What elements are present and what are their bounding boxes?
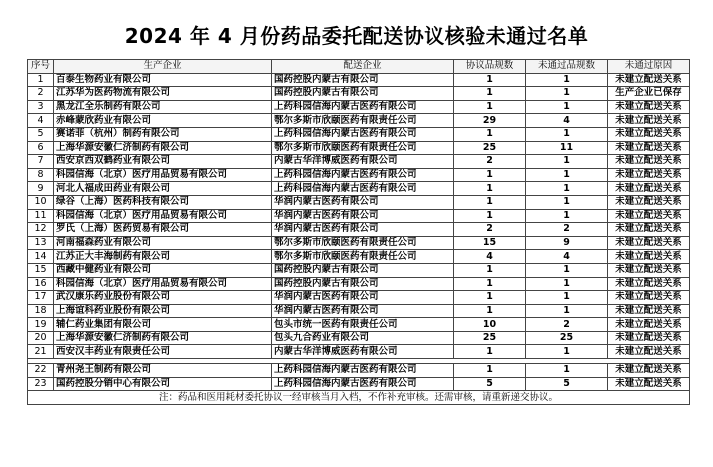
cell-distributor: 内蒙古华洋博威医药有限公司	[272, 345, 454, 359]
cell-no: 12	[28, 223, 54, 237]
cell-failed-count: 9	[526, 236, 608, 250]
cell-failed-count: 1	[526, 263, 608, 277]
cell-distributor: 鄂尔多斯市欣颐医药有限责任公司	[272, 236, 454, 250]
cell-distributor: 国药控股内蒙古有限公司	[272, 277, 454, 291]
col-header-failed-count: 未通过品规数	[526, 60, 608, 74]
col-header-maker: 生产企业	[54, 60, 272, 74]
cell-reason: 未建立配送关系	[608, 236, 690, 250]
cell-reason: 未建立配送关系	[608, 209, 690, 223]
cell-no: 7	[28, 155, 54, 169]
cell-agreed-count: 15	[454, 236, 526, 250]
table-row	[28, 209, 690, 223]
cell-distributor: 华润内蒙古医药有限公司	[272, 195, 454, 209]
cell-failed-count: 1	[526, 345, 608, 359]
table-body	[28, 73, 690, 404]
cell-agreed-count: 29	[454, 114, 526, 128]
cell-no: 1	[28, 73, 54, 87]
cell-no: 16	[28, 277, 54, 291]
cell-maker: 赤峰蒙欣药业有限公司	[54, 114, 272, 128]
table-row	[28, 291, 690, 305]
cell-agreed-count: 10	[454, 318, 526, 332]
table-row	[28, 87, 690, 101]
cell-distributor: 上药科园信海内蒙古医药有限公司	[272, 127, 454, 141]
cell-distributor: 华润内蒙古医药有限公司	[272, 223, 454, 237]
cell-failed-count: 1	[526, 127, 608, 141]
cell-failed-count: 4	[526, 250, 608, 264]
cell-distributor: 华润内蒙古医药有限公司	[272, 291, 454, 305]
table-row	[28, 168, 690, 182]
cell-maker: 国药控股分销中心有限公司	[54, 377, 272, 391]
cell-maker: 科园信海（北京）医疗用品贸易有限公司	[54, 168, 272, 182]
cell-failed-count: 1	[526, 277, 608, 291]
cell-reason: 未建立配送关系	[608, 364, 690, 378]
cell-distributor: 上药科园信海内蒙古医药有限公司	[272, 377, 454, 391]
table-row	[28, 236, 690, 250]
cell-maker: 科园信海（北京）医疗用品贸易有限公司	[54, 209, 272, 223]
cell-failed-count: 4	[526, 114, 608, 128]
cell-maker: 青州尧王制药有限公司	[54, 364, 272, 378]
cell-no: 2	[28, 87, 54, 101]
cell-no: 15	[28, 263, 54, 277]
cell-reason: 未建立配送关系	[608, 318, 690, 332]
cell-no: 21	[28, 345, 54, 359]
table-row	[28, 250, 690, 264]
cell-failed-count: 1	[526, 155, 608, 169]
cell-agreed-count: 1	[454, 263, 526, 277]
footnote: 注：药品和医用耗材委托协议一经审核当月入档，不作补充审核。还需审核，请重新递交协议。	[28, 391, 690, 405]
cell-agreed-count: 1	[454, 73, 526, 87]
cell-reason: 未建立配送关系	[608, 223, 690, 237]
table-row	[28, 127, 690, 141]
cell-reason: 未建立配送关系	[608, 291, 690, 305]
cell-reason: 未建立配送关系	[608, 250, 690, 264]
cell-reason: 未建立配送关系	[608, 114, 690, 128]
cell-distributor: 国药控股内蒙古有限公司	[272, 87, 454, 101]
table-row	[28, 377, 690, 391]
cell-agreed-count: 1	[454, 304, 526, 318]
cell-no: 5	[28, 127, 54, 141]
cell-failed-count: 1	[526, 100, 608, 114]
cell-no: 10	[28, 195, 54, 209]
cell-maker: 绿谷（上海）医药科技有限公司	[54, 195, 272, 209]
table-row	[28, 364, 690, 378]
cell-agreed-count: 1	[454, 182, 526, 196]
cell-agreed-count: 1	[454, 100, 526, 114]
cell-maker: 罗氏（上海）医药贸易有限公司	[54, 223, 272, 237]
cell-reason: 未建立配送关系	[608, 195, 690, 209]
col-header-agreed-count: 协议品规数	[454, 60, 526, 74]
page-title: 2024 年 4 月份药品委托配送协议核验未通过名单	[124, 24, 589, 48]
cell-no: 11	[28, 209, 54, 223]
cell-no: 20	[28, 331, 54, 345]
table-row	[28, 100, 690, 114]
table-note-row	[28, 391, 690, 405]
cell-failed-count: 11	[526, 141, 608, 155]
cell-no: 6	[28, 141, 54, 155]
cell-reason: 未建立配送关系	[608, 100, 690, 114]
cell-failed-count: 1	[526, 291, 608, 305]
cell-failed-count: 1	[526, 304, 608, 318]
cell-failed-count: 1	[526, 168, 608, 182]
cell-reason: 未建立配送关系	[608, 127, 690, 141]
col-header-no: 序号	[28, 60, 54, 74]
cell-failed-count: 1	[526, 195, 608, 209]
cell-maker: 江苏华为医药物流有限公司	[54, 87, 272, 101]
cell-distributor: 包头市统一医药有限责任公司	[272, 318, 454, 332]
rejection-table	[27, 59, 690, 405]
cell-distributor: 上药科园信海内蒙古医药有限公司	[272, 168, 454, 182]
table-row	[28, 331, 690, 345]
table-row	[28, 304, 690, 318]
table-row	[28, 195, 690, 209]
cell-maker: 西藏中健药业有限公司	[54, 263, 272, 277]
cell-maker: 赛诺菲（杭州）制药有限公司	[54, 127, 272, 141]
cell-maker: 西安京西双鹤药业有限公司	[54, 155, 272, 169]
cell-reason: 未建立配送关系	[608, 263, 690, 277]
table-row	[28, 114, 690, 128]
cell-no: 17	[28, 291, 54, 305]
col-header-reason: 未通过原因	[608, 60, 690, 74]
cell-no: 14	[28, 250, 54, 264]
cell-distributor: 国药控股内蒙古有限公司	[272, 73, 454, 87]
col-header-distributor: 配送企业	[272, 60, 454, 74]
cell-agreed-count: 1	[454, 364, 526, 378]
cell-agreed-count: 1	[454, 291, 526, 305]
cell-maker: 武汉康乐药业股份有限公司	[54, 291, 272, 305]
cell-agreed-count: 2	[454, 223, 526, 237]
table-row	[28, 318, 690, 332]
cell-reason: 生产企业已保存	[608, 87, 690, 101]
cell-distributor: 国药控股内蒙古有限公司	[272, 263, 454, 277]
cell-failed-count: 25	[526, 331, 608, 345]
cell-no: 9	[28, 182, 54, 196]
cell-maker: 百泰生物药业有限公司	[54, 73, 272, 87]
cell-failed-count: 1	[526, 182, 608, 196]
table-row	[28, 223, 690, 237]
cell-failed-count: 1	[526, 87, 608, 101]
cell-no: 13	[28, 236, 54, 250]
table-row	[28, 155, 690, 169]
cell-no: 4	[28, 114, 54, 128]
cell-distributor: 上药科园信海内蒙古医药有限公司	[272, 364, 454, 378]
cell-maker: 辅仁药业集团有限公司	[54, 318, 272, 332]
cell-reason: 未建立配送关系	[608, 277, 690, 291]
table-row	[28, 263, 690, 277]
cell-no: 23	[28, 377, 54, 391]
cell-maker: 上海华源安徽仁济制药有限公司	[54, 331, 272, 345]
cell-maker: 黑龙江全乐制药有限公司	[54, 100, 272, 114]
cell-no: 22	[28, 364, 54, 378]
cell-agreed-count: 4	[454, 250, 526, 264]
cell-maker: 上海华源安徽仁济制药有限公司	[54, 141, 272, 155]
cell-reason: 未建立配送关系	[608, 155, 690, 169]
cell-distributor: 鄂尔多斯市欣颐医药有限责任公司	[272, 114, 454, 128]
cell-reason: 未建立配送关系	[608, 168, 690, 182]
cell-agreed-count: 1	[454, 195, 526, 209]
table-row	[28, 345, 690, 359]
cell-agreed-count: 2	[454, 155, 526, 169]
cell-failed-count: 1	[526, 364, 608, 378]
table-row	[28, 73, 690, 87]
cell-distributor: 华润内蒙古医药有限公司	[272, 209, 454, 223]
cell-reason: 未建立配送关系	[608, 141, 690, 155]
cell-reason: 未建立配送关系	[608, 331, 690, 345]
cell-failed-count: 2	[526, 223, 608, 237]
cell-no: 8	[28, 168, 54, 182]
cell-distributor: 鄂尔多斯市欣颐医药有限责任公司	[272, 141, 454, 155]
cell-agreed-count: 1	[454, 168, 526, 182]
table-row	[28, 182, 690, 196]
cell-failed-count: 1	[526, 73, 608, 87]
cell-no: 19	[28, 318, 54, 332]
cell-failed-count: 1	[526, 209, 608, 223]
cell-distributor: 上药科园信海内蒙古医药有限公司	[272, 100, 454, 114]
cell-reason: 未建立配送关系	[608, 304, 690, 318]
cell-distributor: 包头九合药业有限公司	[272, 331, 454, 345]
cell-distributor: 上药科园信海内蒙古医药有限公司	[272, 182, 454, 196]
cell-maker: 上海谊科药业股份有限公司	[54, 304, 272, 318]
cell-agreed-count: 25	[454, 141, 526, 155]
cell-agreed-count: 1	[454, 87, 526, 101]
cell-distributor: 鄂尔多斯市欣颐医药有限责任公司	[272, 250, 454, 264]
cell-agreed-count: 1	[454, 277, 526, 291]
cell-reason: 未建立配送关系	[608, 182, 690, 196]
cell-maker: 科园信海（北京）医疗用品贸易有限公司	[54, 277, 272, 291]
cell-maker: 江苏正大丰海制药有限公司	[54, 250, 272, 264]
cell-agreed-count: 1	[454, 345, 526, 359]
cell-failed-count: 5	[526, 377, 608, 391]
cell-maker: 河北人福成田药业有限公司	[54, 182, 272, 196]
table-row	[28, 141, 690, 155]
cell-agreed-count: 5	[454, 377, 526, 391]
cell-agreed-count: 25	[454, 331, 526, 345]
cell-agreed-count: 1	[454, 127, 526, 141]
table-header-row	[28, 60, 690, 74]
cell-distributor: 华润内蒙古医药有限公司	[272, 304, 454, 318]
cell-maker: 西安汉丰药业有限责任公司	[54, 345, 272, 359]
cell-failed-count: 2	[526, 318, 608, 332]
cell-reason: 未建立配送关系	[608, 377, 690, 391]
cell-maker: 河南福森药业有限公司	[54, 236, 272, 250]
cell-no: 3	[28, 100, 54, 114]
cell-agreed-count: 1	[454, 209, 526, 223]
table-row	[28, 277, 690, 291]
cell-no: 18	[28, 304, 54, 318]
cell-reason: 未建立配送关系	[608, 73, 690, 87]
cell-reason: 未建立配送关系	[608, 345, 690, 359]
cell-distributor: 内蒙古华洋博威医药有限公司	[272, 155, 454, 169]
